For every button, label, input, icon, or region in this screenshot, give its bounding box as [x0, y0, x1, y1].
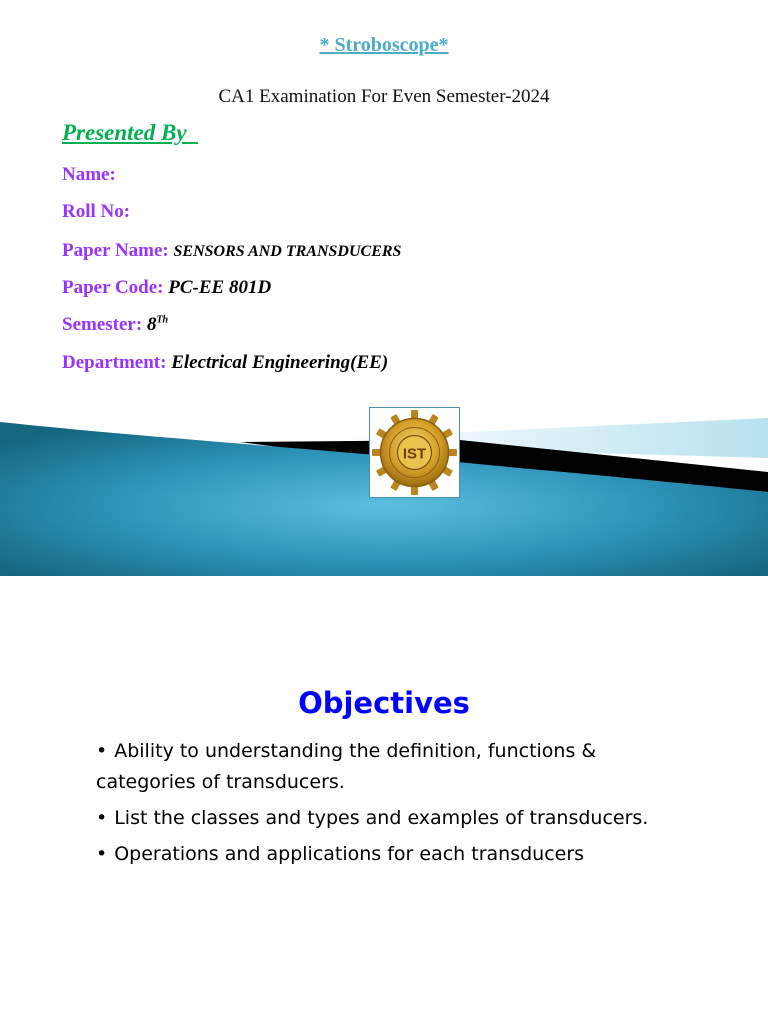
list-item: [96, 803, 676, 834]
paper-name-field: [62, 240, 401, 262]
paper-name-label: Paper Name:: [62, 240, 169, 261]
list-item: [96, 736, 676, 798]
name-label: Name:: [62, 164, 116, 185]
name-field: [62, 164, 116, 186]
roll-no-label: Roll No:: [62, 201, 131, 222]
objective-text: List the classes and types and examples of transducers.: [114, 807, 649, 829]
objectives-title: Objectives: [298, 686, 470, 720]
paper-code-field: [62, 277, 271, 299]
department-label: Department:: [62, 352, 167, 373]
list-item: [96, 839, 676, 870]
objectives-list: [96, 736, 676, 875]
bullet-marker: •: [96, 843, 108, 865]
semester-value: 8: [146, 314, 157, 335]
department-field: [62, 352, 388, 374]
logo-text: IST: [402, 445, 427, 463]
department-value: Electrical Engineering(EE): [171, 352, 389, 373]
presented-by-heading: Presented By: [62, 120, 199, 145]
semester-suffix: Th: [156, 314, 169, 326]
objective-text: Operations and applications for each transducers: [114, 843, 585, 865]
bullet-marker: •: [96, 740, 108, 762]
paper-code-label: Paper Code:: [62, 277, 164, 298]
roll-no-field: [62, 201, 130, 223]
slide-title: * Stroboscope*: [319, 34, 449, 56]
objectives-slide: [0, 576, 768, 1024]
institute-emblem-icon: [370, 408, 459, 497]
bullet-marker: •: [96, 807, 108, 829]
semester-label: Semester:: [62, 314, 143, 335]
paper-code-value: PC-EE 801D: [168, 277, 272, 298]
objective-text: Ability to understanding the definition, functions & categories of transducers.: [96, 740, 597, 793]
exam-subtitle: CA1 Examination For Even Semester-2024: [218, 86, 550, 107]
paper-name-value: SENSORS AND TRANSDUCERS: [173, 243, 402, 260]
institute-logo: [369, 407, 460, 498]
semester-field: [62, 314, 168, 336]
